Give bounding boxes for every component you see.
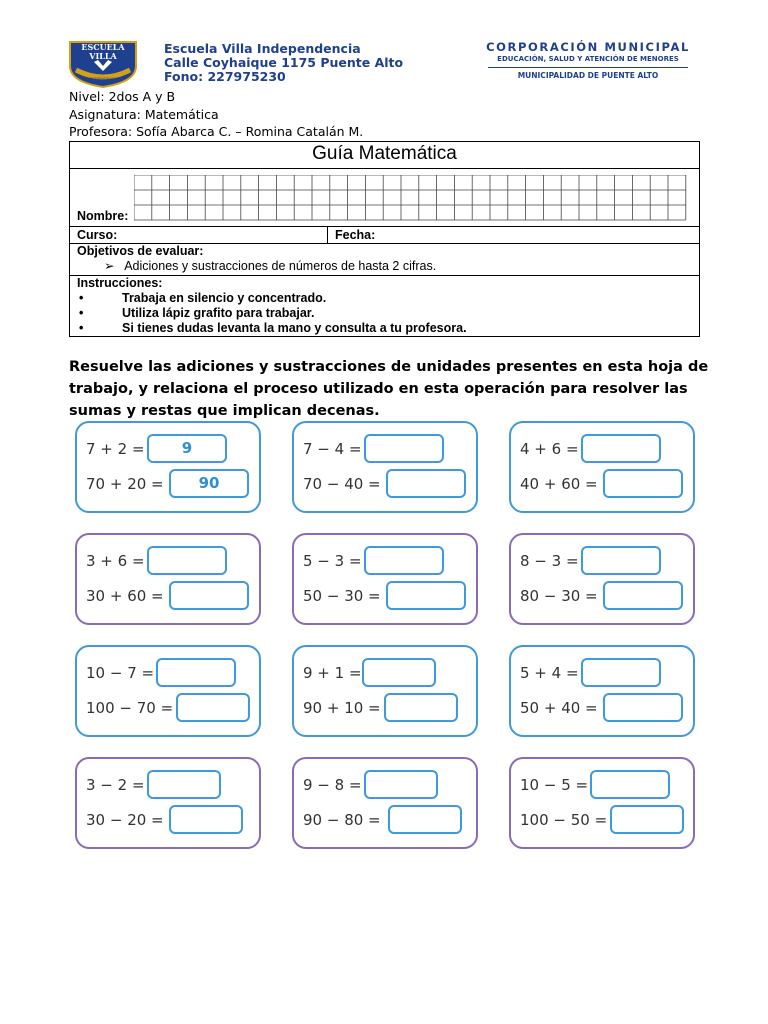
- curso-fecha-row: [70, 226, 699, 243]
- exercise-card: [509, 421, 695, 513]
- answer-box[interactable]: [364, 546, 444, 575]
- equation-units: 7 + 2 =: [86, 440, 145, 458]
- answer-box[interactable]: [386, 469, 466, 498]
- exercise-card: [292, 645, 478, 737]
- answer-box[interactable]: [169, 805, 243, 834]
- equation-units: 5 − 3 =: [303, 552, 362, 570]
- answer-box[interactable]: [156, 658, 236, 687]
- school-name: Escuela Villa Independencia: [164, 41, 361, 56]
- instruction-item: [77, 291, 699, 306]
- answer-box[interactable]: [384, 693, 458, 722]
- equation-units: 8 − 3 =: [520, 552, 579, 570]
- exercise-card: [509, 645, 695, 737]
- equation-units: 9 − 8 =: [303, 776, 362, 794]
- school-phone: Fono: 227975230: [164, 69, 286, 84]
- equation-units: 9 + 1 =: [303, 664, 362, 682]
- instruction-text: Utiliza lápiz grafito para trabajar.: [122, 306, 315, 320]
- answer-box[interactable]: [603, 581, 683, 610]
- school-address: Calle Coyhaique 1175 Puente Alto: [164, 55, 404, 70]
- guide-title: Guía Matemática: [312, 143, 457, 164]
- equation-tens: 40 + 60 =: [520, 475, 598, 493]
- equation-units: 4 + 6 =: [520, 440, 579, 458]
- equation-tens: 70 + 20 =: [86, 475, 164, 493]
- answer-box[interactable]: [364, 770, 438, 799]
- instruction-item: [77, 321, 699, 336]
- course-info: [69, 88, 363, 141]
- instructions-row: [70, 275, 699, 336]
- logo-text-line1: ESCUELA: [81, 42, 125, 52]
- answer-box[interactable]: [590, 770, 670, 799]
- equation-tens: 50 − 30 =: [303, 587, 381, 605]
- equation-tens: 100 − 70 =: [86, 699, 174, 717]
- answer-box[interactable]: [147, 770, 221, 799]
- answer-box[interactable]: [603, 469, 683, 498]
- school-info: [164, 42, 403, 84]
- arrow-bullet-icon: ➢: [104, 259, 115, 273]
- exercise-card: [509, 757, 695, 849]
- answer-box[interactable]: [581, 546, 661, 575]
- answer-box[interactable]: [388, 805, 462, 834]
- corp-municipality: MUNICIPALIDAD DE PUENTE ALTO: [517, 71, 659, 80]
- nivel-text: Nivel: 2dos A y B: [69, 89, 176, 104]
- equation-tens: 90 − 80 =: [303, 811, 381, 829]
- corp-title: CORPORACIÓN MUNICIPAL: [486, 40, 690, 54]
- exercise-card: [75, 533, 261, 625]
- equation-units: 10 − 5 =: [520, 776, 589, 794]
- answer-box[interactable]: [386, 581, 466, 610]
- bullet-icon: •: [79, 306, 84, 320]
- equation-units: 10 − 7 =: [86, 664, 155, 682]
- logo-text-line2: VILLA: [89, 51, 117, 61]
- name-writing-grid[interactable]: [134, 175, 687, 221]
- equation-tens: 100 − 50 =: [520, 811, 608, 829]
- curso-label[interactable]: Curso:: [70, 227, 328, 243]
- logo-text-ribbon: INDEPENDENCIA: [88, 77, 118, 81]
- corp-subtitle: EDUCACIÓN, SALUD Y ATENCIÓN DE MENORES: [497, 55, 679, 63]
- answer-box[interactable]: [581, 658, 661, 687]
- guide-header-table: [69, 141, 700, 337]
- exercise-card: [75, 421, 261, 513]
- answer-box[interactable]: [603, 693, 683, 722]
- objective-item: [77, 258, 699, 274]
- equation-tens: 80 − 30 =: [520, 587, 598, 605]
- exercise-card: [509, 533, 695, 625]
- instructions-label: Instrucciones:: [77, 276, 163, 290]
- equation-tens: 30 + 60 =: [86, 587, 164, 605]
- equation-units: 3 − 2 =: [86, 776, 145, 794]
- answer-box[interactable]: [147, 546, 227, 575]
- answer-box[interactable]: [610, 805, 684, 834]
- answer-box[interactable]: [581, 434, 661, 463]
- equation-tens: 50 + 40 =: [520, 699, 598, 717]
- exercise-card: [75, 645, 261, 737]
- equation-units: 5 + 4 =: [520, 664, 579, 682]
- exercise-card: [292, 421, 478, 513]
- bullet-icon: •: [79, 291, 84, 305]
- equation-units: 7 − 4 =: [303, 440, 362, 458]
- objectives-label: Objetivos de evaluar:: [77, 244, 204, 258]
- answer-box[interactable]: 9: [147, 434, 227, 463]
- corp-divider: [488, 67, 688, 68]
- bullet-icon: •: [79, 321, 84, 335]
- equation-tens: 30 − 20 =: [86, 811, 164, 829]
- objective-text: Adiciones y sustracciones de números de hasta 2 cifras.: [124, 259, 437, 273]
- equation-units: 3 + 6 =: [86, 552, 145, 570]
- exercise-card: [292, 757, 478, 849]
- answer-box[interactable]: [176, 693, 250, 722]
- name-label: Nombre:: [77, 209, 129, 223]
- objectives-row: [70, 243, 699, 275]
- instruction-text: Trabaja en silencio y concentrado.: [122, 291, 327, 305]
- asignatura-text: Asignatura: Matemática: [69, 106, 219, 122]
- answer-box[interactable]: 90: [169, 469, 249, 498]
- name-row: [70, 168, 699, 226]
- profesora-text: Profesora: Sofía Abarca C. – Romina Catalán M.: [69, 124, 364, 139]
- fecha-label[interactable]: Fecha:: [335, 228, 376, 242]
- answer-box[interactable]: [364, 434, 444, 463]
- instruction-text: Si tienes dudas levanta la mano y consulta a tu profesora.: [122, 321, 467, 335]
- answer-box[interactable]: [169, 581, 249, 610]
- instruction-item: [77, 306, 699, 321]
- school-logo: [68, 40, 138, 88]
- exercise-card: [292, 533, 478, 625]
- exercise-card: [75, 757, 261, 849]
- answer-box[interactable]: [362, 658, 436, 687]
- equation-tens: 90 + 10 =: [303, 699, 381, 717]
- equation-tens: 70 − 40 =: [303, 475, 381, 493]
- corporation-logo: [482, 40, 694, 80]
- exercise-instruction: Resuelve las adiciones y sustracciones de unidades presentes en esta hoja de trabajo, y relaciona el proceso utilizado en esta operación para resolver las sumas y restas que implican decenas.: [69, 359, 709, 419]
